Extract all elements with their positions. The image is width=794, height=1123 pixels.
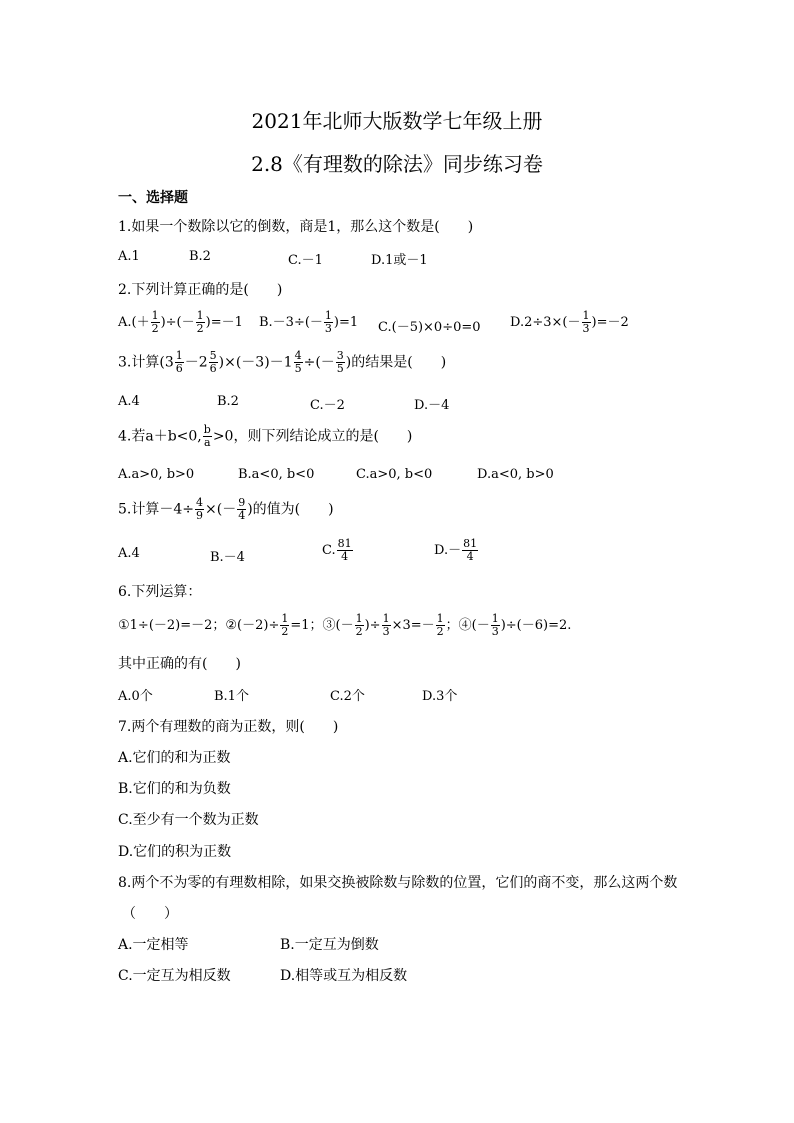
q6-option-d: D.3个	[422, 689, 458, 704]
fraction: $\frac{1}{2}$	[355, 612, 363, 638]
q3-option-b: B.2	[217, 394, 239, 409]
question-8: 8.两个不为零的有理数相除，如果交换被除数与除数的位置，它们的商不变，那么这两个数	[118, 875, 678, 891]
fraction: $\frac{1}{2}$	[281, 612, 289, 638]
q3-option-a: A.4	[118, 394, 140, 409]
q2a-text: A.(＋	[118, 315, 150, 330]
q1-option-c: C.－1	[288, 253, 323, 268]
q1-option-d: D.1或－1	[371, 253, 428, 268]
fraction: $\frac{1}{2}$	[436, 612, 444, 638]
q8-option-b: B.一定互为倒数	[280, 937, 379, 953]
section-heading: 一、选择题	[118, 190, 188, 206]
q7-option-d: D.它们的积为正数	[118, 844, 232, 860]
q2-option-d: D.2÷3×(－ $\frac{1}{3}$ )=－2	[510, 309, 629, 335]
q7-option-c: C.至少有一个数为正数	[118, 812, 259, 828]
q3-option-d: D.－4	[414, 398, 450, 413]
q2-option-c: C.(－5)×0÷0=0	[378, 320, 481, 335]
q6-option-b: B.1个	[214, 689, 249, 704]
q8-option-d: D.相等或互为相反数	[280, 968, 408, 984]
q6-question-line: 其中正确的有( )	[118, 656, 241, 672]
q3-option-c: C.－2	[310, 398, 345, 413]
q5-option-c: C. $\frac{81}{4}$	[322, 537, 352, 563]
q5-option-b: B.－4	[210, 550, 245, 565]
fraction: $\frac{1}{2}$	[196, 309, 204, 335]
q4-option-c: C.a>0, b<0	[356, 467, 433, 482]
question-1: 1.如果一个数除以它的倒数，商是1，那么这个数是( )	[118, 219, 474, 235]
fraction: $\frac{81}{4}$	[337, 537, 352, 563]
q1-option-b: B.2	[189, 249, 211, 264]
fraction: $\frac{4}{9}$	[196, 496, 203, 522]
q7-option-a: A.它们的和为正数	[118, 750, 231, 766]
question-4: 4.若a＋b<0, $\frac{b}{a}$ >0，则下列结论成立的是( )	[118, 423, 413, 449]
fraction: $\frac{4}{5}$	[294, 349, 302, 375]
q4-option-a: A.a>0, b>0	[118, 467, 195, 482]
q6-option-c: C.2个	[330, 689, 365, 704]
fraction: $\frac{81}{4}$	[463, 537, 478, 563]
q5-option-a: A.4	[118, 546, 140, 561]
q4-option-b: B.a<0, b<0	[238, 467, 315, 482]
q1-option-a: A.1	[118, 249, 140, 264]
fraction: $\frac{3}{5}$	[336, 349, 344, 375]
question-6: 6.下列运算：	[118, 584, 202, 600]
page-subtitle: 2.8《有理数的除法》同步练习卷	[251, 152, 543, 176]
q8-option-c: C.一定互为相反数	[118, 968, 231, 984]
fraction: $\frac{1}{6}$	[175, 349, 183, 375]
fraction: $\frac{1}{3}$	[324, 309, 332, 335]
question-7: 7.两个有理数的商为正数，则( )	[118, 719, 339, 735]
question-5: 5.计算－4÷ $\frac{4}{9}$ ×(－ $\frac{9}{4}$ )的值为( )	[118, 496, 334, 522]
question-2: 2.下列计算正确的是( )	[118, 282, 283, 298]
q8-answer-blank: （ ）	[122, 906, 178, 922]
fraction: $\frac{1}{3}$	[382, 612, 390, 638]
page-title: 2021年北师大版数学七年级上册	[251, 109, 543, 133]
fraction: $\frac{5}{6}$	[209, 349, 217, 375]
q7-option-b: B.它们的和为负数	[118, 781, 231, 797]
fraction: $\frac{1}{3}$	[582, 309, 590, 335]
q6-option-a: A.0个	[118, 689, 153, 704]
fraction: $\frac{1}{3}$	[491, 612, 499, 638]
q6-expression: ①1÷(－2)=－2；②(－2)÷ $\frac{1}{2}$ =1；③(－ $\frac{1}{2}$ )÷ $\frac{1}{3}$ ×3=－ $\frac{1}{2}$ ；④(－ $\frac{1}{3}$ )÷(－6)=2.	[118, 612, 572, 638]
q4-option-d: D.a<0, b>0	[477, 467, 554, 482]
q2-option-b: B.－3÷(－ $\frac{1}{3}$ )=1	[259, 309, 359, 335]
q5-option-d: D.－ $\frac{81}{4}$	[434, 537, 478, 563]
fraction: $\frac{1}{2}$	[151, 309, 159, 335]
q2-option-a: A.(＋ $\frac{1}{2}$ )÷(－ $\frac{1}{2}$ )=－1	[118, 309, 243, 335]
fraction: $\frac{b}{a}$	[203, 423, 211, 449]
fraction: $\frac{9}{4}$	[238, 496, 246, 522]
question-3: 3.计算(3 $\frac{1}{6}$ －2 $\frac{5}{6}$ )×(－3)－1 $\frac{4}{5}$ ÷(－ $\frac{3}{5}$ )的结果是( )	[118, 349, 447, 375]
q8-option-a: A.一定相等	[118, 937, 189, 953]
